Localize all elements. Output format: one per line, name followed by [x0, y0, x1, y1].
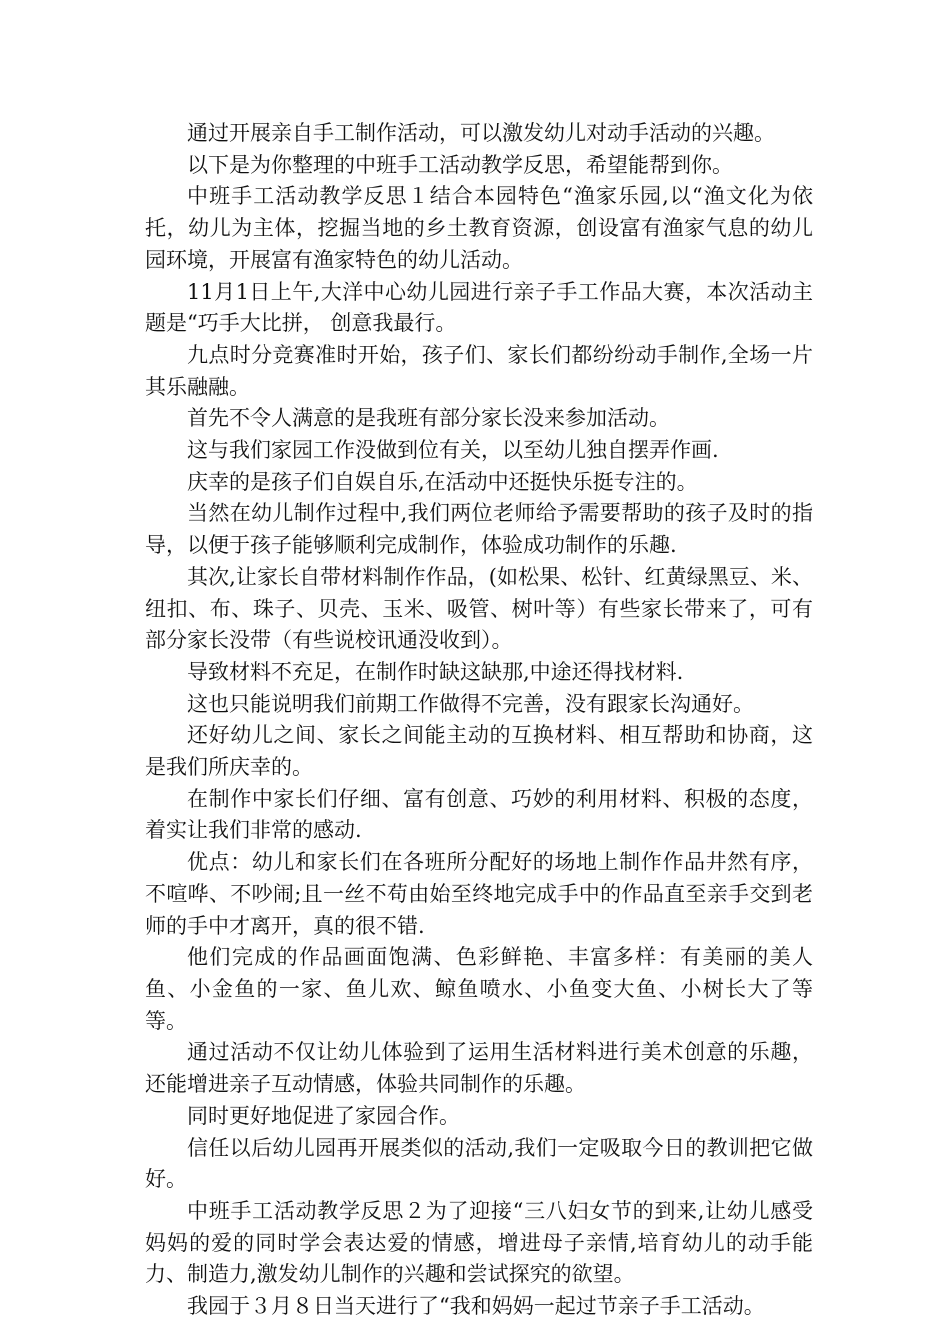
paragraph-14: 在制作中家长们仔细、富有创意、巧妙的利用材料、积极的态度，着实让我们非常的感动.	[145, 786, 813, 843]
paragraph-4: 11月1日上午,大洋中心幼儿园进行亲子手工作品大赛，本次活动主题是“巧手大比拼， 创意我最行。	[145, 279, 813, 336]
paragraph-13: 还好幼儿之间、家长之间能主动的互换材料、相互帮助和协商，这是我们所庆幸的。	[145, 723, 813, 780]
paragraph-12: 这也只能说明我们前期工作做得不完善，没有跟家长沟通好。	[187, 691, 754, 716]
paragraph-19: 信任以后幼儿园再开展类似的活动,我们一定吸取今日的教训把它做好。	[145, 1135, 813, 1192]
paragraph-15: 优点：幼儿和家长们在各班所分配好的场地上制作作品井然有序，不喧哗、不吵闹;且一丝不苟由始至终地完成手中的作品直至亲手交到老师的手中才离开，真的很不错.	[145, 850, 813, 938]
document-body	[145, 118, 813, 1323]
paragraph-11: 导致材料不充足，在制作时缺这缺那,中途还得找材料.	[187, 659, 684, 684]
paragraph-7: 这与我们家园工作没做到位有关，以至幼儿独自摆弄作画.	[187, 438, 719, 463]
paragraph-3: 中班手工活动教学反思１结合本园特色“渔家乐园,以“渔文化为依托，幼儿为主体，挖掘当地的乡土教育资源，创设富有渔家气息的幼儿园环境，开展富有渔家特色的幼儿活动。	[145, 184, 813, 272]
paragraph-6: 首先不令人满意的是我班有部分家长没来参加活动。	[187, 406, 670, 431]
paragraph-16: 他们完成的作品画面饱满、色彩鲜艳、丰富多样：有美丽的美人鱼、小金鱼的一家、鱼儿欢、鲸鱼喷水、小鱼变大鱼、小树长大了等等。	[145, 945, 813, 1033]
paragraph-10: 其次,让家长自带材料制作作品，(如松果、松针、红黄绿黑豆、米、纽扣、布、珠子、贝壳、玉米、吸管、树叶等）有些家长带来了，可有部分家长没带（有些说校讯通没收到）。	[145, 564, 813, 653]
paragraph-8: 庆幸的是孩子们自娱自乐,在活动中还挺快乐挺专注的。	[187, 469, 698, 494]
paragraph-17: 通过活动不仅让幼儿体验到了运用生活材料进行美术创意的乐趣，还能增进亲子互动情感，体验共同制作的乐趣。	[145, 1040, 813, 1097]
paragraph-2: 以下是为你整理的中班手工活动教学反思，希望能帮到你。	[187, 152, 733, 177]
paragraph-21: 我园于３月８日当天进行了“我和妈妈一起过节亲子手工活动。	[187, 1294, 765, 1319]
paragraph-18: 同时更好地促进了家园合作。	[187, 1103, 460, 1128]
paragraph-5: 九点时分竞赛准时开始，孩子们、家长们都纷纷动手制作,全场一片其乐融融。	[145, 342, 813, 399]
paragraph-20: 中班手工活动教学反思２为了迎接“三八妇女节的到来,让幼儿感受妈妈的爱的同时学会表达爱的情感，增进母子亲情,培育幼儿的动手能力、制造力,激发幼儿制作的兴趣和尝试探究的欲望。	[145, 1198, 813, 1287]
paragraph-9: 当然在幼儿制作过程中,我们两位老师给予需要帮助的孩子及时的指导，以便于孩子能够顺利完成制作，体验成功制作的乐趣.	[145, 501, 813, 558]
paragraph-1: 通过开展亲自手工制作活动，可以激发幼儿对动手活动的兴趣。	[187, 121, 775, 145]
